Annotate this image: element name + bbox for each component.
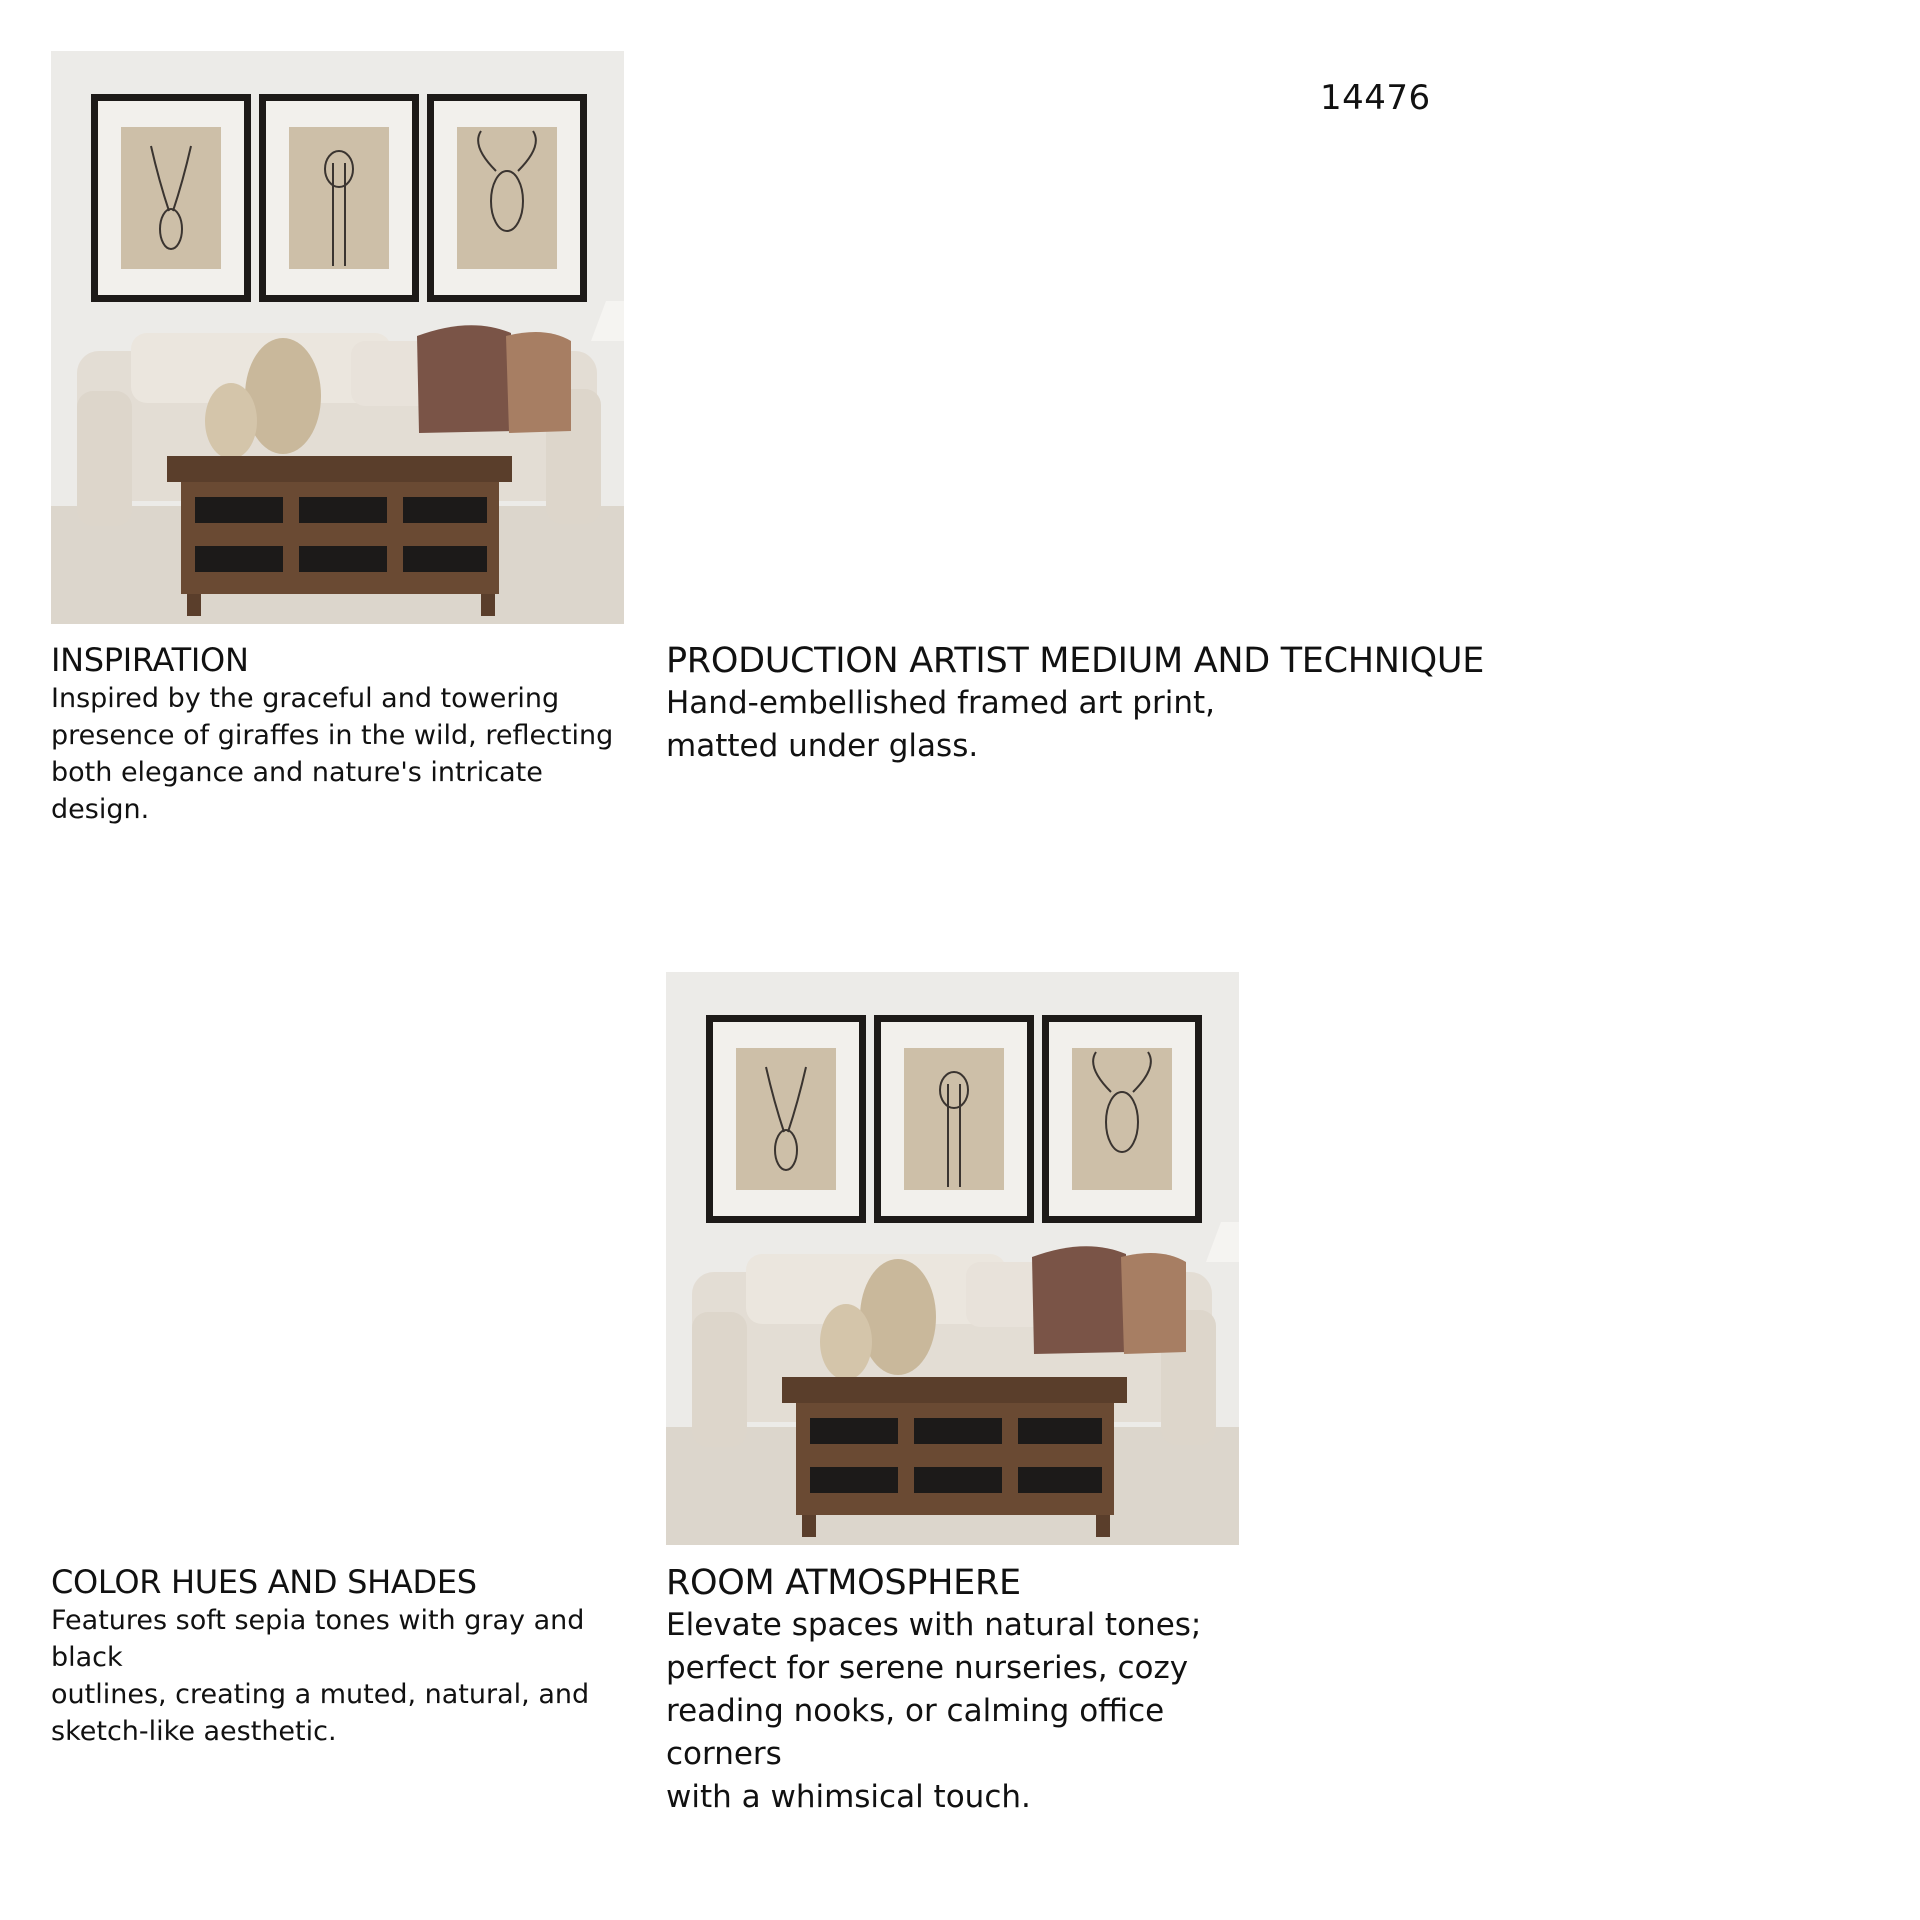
- room-scene-photo-top: [51, 51, 624, 624]
- medium-section: [666, 640, 1566, 768]
- color-heading: COLOR HUES AND SHADES: [51, 1563, 477, 1601]
- room-scene-photo-bottom: [666, 972, 1239, 1545]
- framed-print-goat: [1042, 1015, 1202, 1223]
- color-section: [51, 1562, 651, 1750]
- room-scene-illustration: [666, 972, 1239, 1545]
- framed-print-antelope: [706, 1015, 866, 1223]
- framed-print-goat: [427, 94, 587, 302]
- inspiration-text: Inspired by the graceful and towering presence of giraffes in the wild, reflecting both elegance and nature's intricate design.: [51, 683, 614, 825]
- medium-text: Hand-embellished framed art print, matted under glass.: [666, 685, 1215, 764]
- product-number: 14476: [1320, 78, 1431, 118]
- inspiration-heading: INSPIRATION: [51, 641, 249, 679]
- inspiration-section: [51, 640, 631, 828]
- atmosphere-section: [666, 1562, 1286, 1819]
- room-scene-illustration: [51, 51, 624, 624]
- color-text: Features soft sepia tones with gray and black outlines, creating a muted, natural, and sketch-like aesthetic.: [51, 1605, 590, 1747]
- atmosphere-heading: ROOM ATMOSPHERE: [666, 1563, 1021, 1603]
- framed-print-antelope: [91, 94, 251, 302]
- framed-print-giraffe: [259, 94, 419, 302]
- framed-print-giraffe: [874, 1015, 1034, 1223]
- medium-heading: PRODUCTION ARTIST MEDIUM AND TECHNIQUE: [666, 641, 1485, 681]
- atmosphere-text: Elevate spaces with natural tones; perfect for serene nurseries, cozy reading nooks, or calming office corners with a whimsical touch.: [666, 1607, 1202, 1815]
